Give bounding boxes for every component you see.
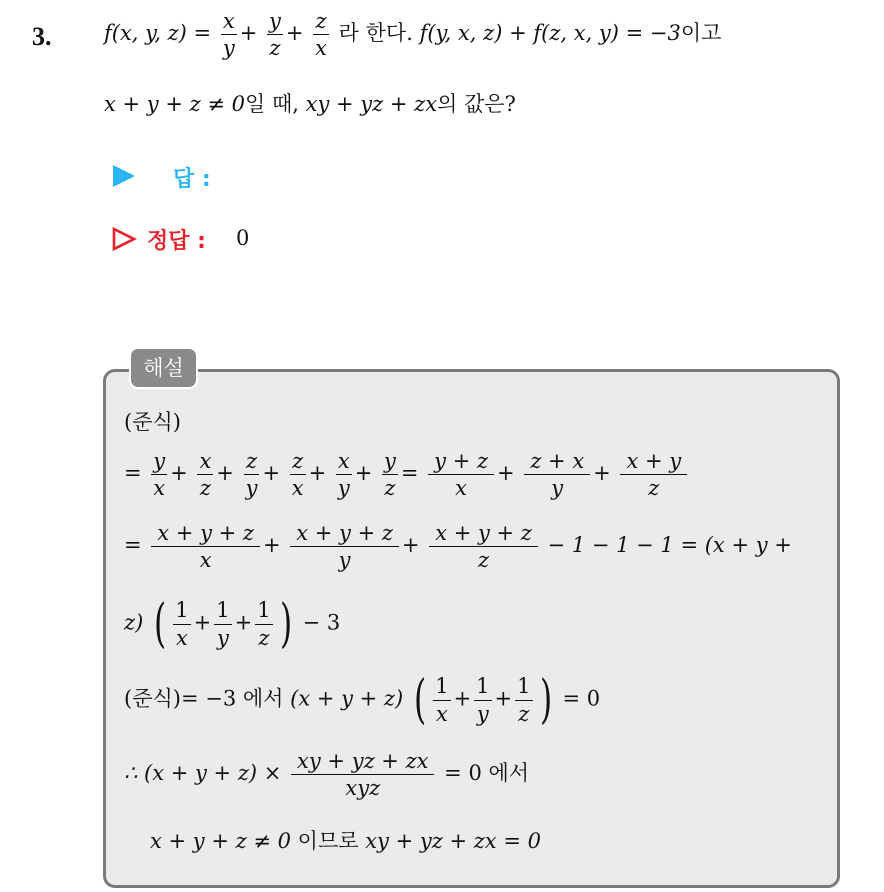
fraction: $\frac{x}{y}$	[222, 9, 235, 61]
correct-marker-icon	[111, 226, 137, 256]
condition-1-tail: 이고	[680, 21, 722, 46]
fraction: $\frac{x}{y}$	[337, 449, 350, 501]
fraction: $\frac{y}{x}$	[153, 449, 166, 501]
fraction: $\frac{y + z}{x}$	[428, 450, 494, 499]
target-expression: xy + yz + zx	[305, 92, 438, 116]
solution-line-2: = $\frac{y}{x}$ + $\frac{x}{z}$ + $\frac{z}{y}$ + $\frac{z}{x}$ + $\frac{x}{y}$ + $\frac{y}{z}$ = $\frac{y + z}{x}$ + $\frac{z + x}{y}$ + $\frac{x + y}{z}$	[124, 450, 690, 499]
solution-line-7: x + y + z ≠ 0 이므로 xy + yz + zx = 0	[150, 829, 541, 853]
condition-2-tail: 일 때,	[244, 92, 299, 116]
fraction: $\frac{x + y + z}{z}$	[429, 522, 538, 571]
def-lhs: f(x, y, z) =	[104, 21, 212, 46]
fraction: $\frac{1}{x}$	[175, 598, 189, 650]
fraction: $\frac{1}{y}$	[216, 598, 230, 650]
fraction: $\frac{z}{y}$	[245, 449, 258, 501]
fraction: $\frac{z}{x}$	[315, 9, 327, 61]
solution-line-5: (준식)= −3 에서 (x + y + z) ( $\frac{1}{x}$ + $\frac{1}{y}$ + $\frac{1}{z}$ ) = 0	[124, 670, 601, 730]
fraction: $\frac{1}{z}$	[257, 598, 271, 650]
solution-intro: (준식)	[124, 410, 181, 434]
answer-label: 답 :	[173, 167, 211, 192]
fraction: $\frac{x + y + z}{x}$	[151, 522, 260, 571]
fraction: $\frac{x}{z}$	[199, 449, 212, 501]
problem-line-2	[104, 88, 516, 118]
condition-2: x + y + z ≠ 0	[104, 92, 245, 116]
solution-line-3: = $\frac{x + y + z}{x}$ + $\frac{x + y + z}{y}$ + $\frac{x + y + z}{z}$ − 1 − 1 − 1 = (x + y +	[124, 521, 792, 573]
correct-value: 0	[236, 226, 250, 250]
fraction: $\frac{y}{z}$	[268, 9, 281, 61]
fraction: $\frac{y}{z}$	[384, 449, 396, 501]
correct-label: 정답 :	[147, 229, 206, 254]
fraction: $\frac{xy + yz + zx}{\text{xyz}}$	[291, 750, 434, 799]
fraction: $\frac{z + x}{y}$	[524, 450, 590, 499]
solution-line-4: z) ( $\frac{1}{x}$ + $\frac{1}{y}$ + $\frac{1}{z}$ ) − 3	[124, 594, 341, 654]
fraction: $\frac{z}{x}$	[291, 449, 304, 501]
question-tail: 의 값은?	[437, 92, 516, 116]
fraction: $\frac{x + y + z}{y}$	[290, 522, 399, 571]
def-tail: 라 한다.	[338, 21, 413, 46]
answer-marker-icon	[111, 163, 137, 193]
solution-tag: 해설	[129, 347, 198, 389]
condition-1: f(y, x, z) + f(z, x, y) = −3	[419, 21, 681, 46]
fraction: $\frac{x + y}{z}$	[620, 450, 687, 499]
problem-number: 3.	[32, 22, 52, 51]
solution-line-6: ∴ (x + y + z) × $\frac{xy + yz + zx}{\text{xyz}}$ = 0 에서	[124, 749, 530, 801]
fraction: $\frac{1}{z}$	[517, 674, 531, 726]
fraction: $\frac{1}{x}$	[435, 674, 449, 726]
fraction: $\frac{1}{y}$	[476, 674, 490, 726]
problem-line-1: f(x, y, z) = $\frac{x}{y}$ + $\frac{y}{z}$ + $\frac{z}{x}$ 라 한다. f(y, x, z) + f(z, x, y) = −3이고	[104, 9, 722, 61]
